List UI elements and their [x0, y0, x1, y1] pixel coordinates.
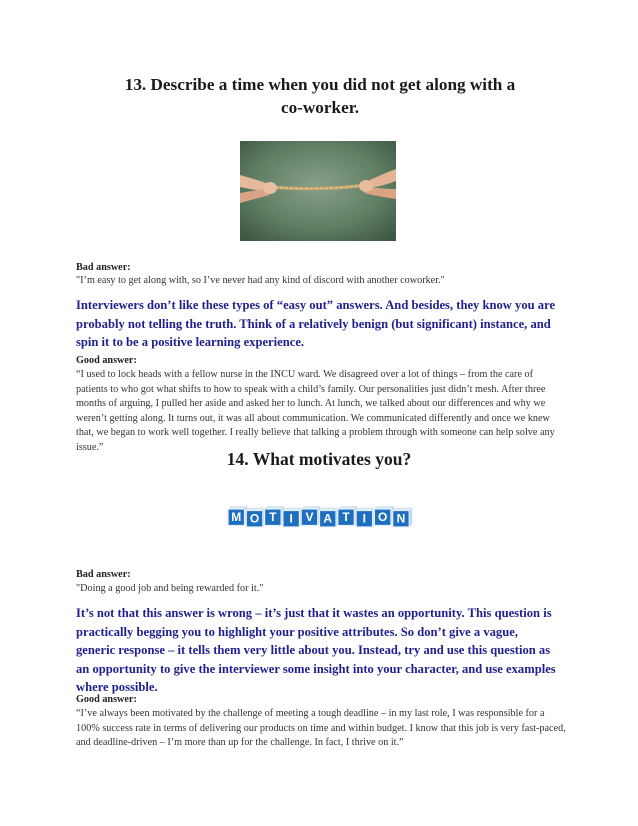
motivation-block: [228, 506, 248, 526]
motivation-block-letter: O: [377, 510, 388, 525]
motivation-block: [393, 508, 413, 528]
tug-of-war-photo: [240, 141, 396, 241]
motivation-block-letter: I: [289, 511, 293, 526]
motivation-block-letter: T: [269, 510, 277, 525]
q13-good-answer-label: Good answer:: [76, 355, 137, 366]
motivation-block: [320, 508, 340, 528]
q14-bad-answer-text: "Doing a good job and being rewarded for it.": [76, 583, 264, 594]
q13-advice: Interviewers don’t like these types of “easy out” answers. And besides, they know you are probably not telling the truth. Think of a relatively benign (but significant) instance, and spin it to be a positive learning experience.: [76, 298, 556, 350]
question-14-heading: 14. What motivates you?: [226, 449, 412, 469]
q14-good-answer-text: “I’ve always been motivated by the challenge of meeting a tough deadline – in my last role, I was responsible for a 100% success rate in terms of delivering our products on time and within budget. I know that this job is very fast-paced, and deadline-driven – I’m more than up for the challenge. In fact, I thrive on it.”: [76, 708, 566, 749]
motivation-block: [301, 506, 321, 526]
motivation-block: [265, 506, 285, 526]
motivation-block-letter: O: [249, 511, 260, 526]
question-13-heading-line1: 13. Describe a time when you did not get along with a: [124, 75, 516, 94]
motivation-block-letter: N: [396, 511, 406, 526]
motivation-block-letter: A: [323, 511, 333, 526]
motivation-block-letter: M: [231, 510, 242, 525]
question-13-heading: [60, 73, 580, 119]
motivation-blocks-image: [226, 497, 414, 537]
motivation-block: [246, 508, 265, 528]
motivation-block: [338, 506, 358, 526]
motivation-block: [283, 508, 303, 528]
q14-advice: It’s not that this answer is wrong – it’s just that it wastes an opportunity. This question is practically begging you to highlight your positive attributes. So don’t give a vague, generic response – it tells them very little about you. Instead, try and use this question as an opportunity to give the interviewer some insight into your character, and use examples where possible.: [76, 606, 556, 695]
question-13-heading-line2: co-worker.: [280, 98, 360, 117]
q13-bad-answer-label: Bad answer:: [76, 262, 131, 273]
q14-good-answer-label: Good answer:: [76, 694, 137, 705]
motivation-block: [374, 506, 394, 526]
motivation-block: [356, 508, 376, 528]
q13-bad-answer-text: "I’m easy to get along with, so I’ve never had any kind of discord with another coworker.": [76, 275, 445, 286]
q13-good-answer-text: “I used to lock heads with a fellow nurse in the INCU ward. We disagreed over a lot of things – from the care of patients to who got what shifts to how to speak with a child’s family. Our personalities just didn’t mesh. After three months of arguing, I pulled her aside and asked her to lunch. At lunch, we talked about our differences and why we weren’t getting along. It turns out, it was all about communication. We communicated differently and once we knew that, we began to work well together. I really believe that talking a problem through with someone can help solve any issue.”: [76, 369, 555, 453]
q14-bad-answer-label: Bad answer:: [76, 569, 131, 580]
motivation-block-letter: I: [362, 511, 367, 526]
motivation-block-letter: V: [305, 510, 314, 525]
motivation-block-letter: T: [342, 510, 350, 525]
